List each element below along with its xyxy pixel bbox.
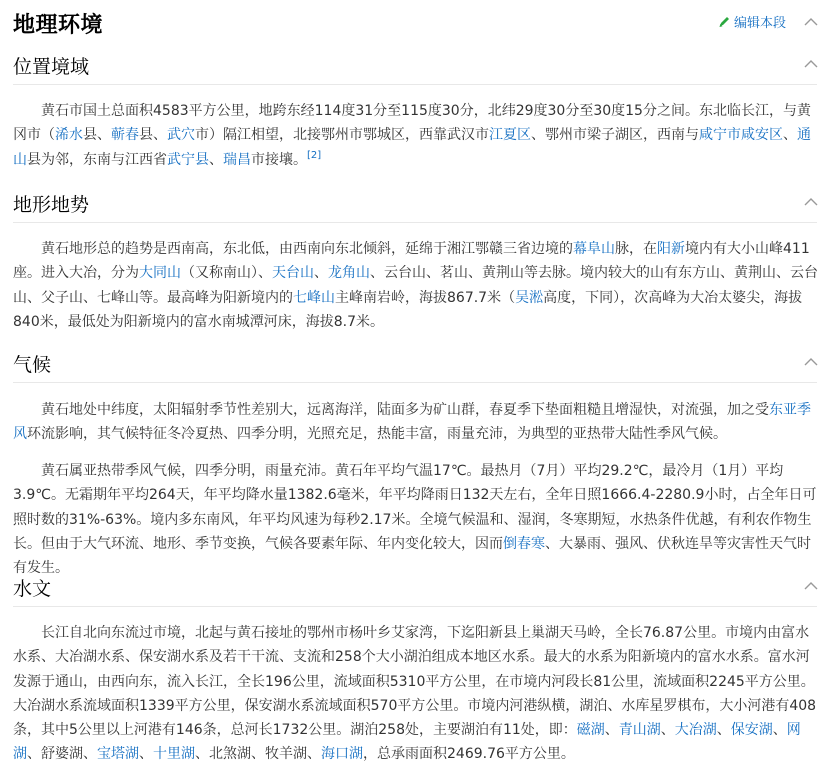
inline-link[interactable]: 幕阜山 bbox=[573, 241, 615, 257]
inline-link[interactable]: 武穴 bbox=[167, 127, 195, 144]
text-run: 境内有大小山峰411座。进入大冶，分为 bbox=[13, 241, 810, 282]
text-run: 、 bbox=[604, 722, 619, 739]
text-run: 黄石地处中纬度，太阳辐射季节性差别大，远离海洋，陆面多为矿山群，春夏季下垫面粗糙且增湿快，对流强，加之受 bbox=[41, 402, 769, 418]
edit-section-link[interactable] bbox=[718, 12, 786, 31]
collapse-section-icon[interactable] bbox=[803, 580, 819, 592]
text-run: 、北煞湖、牧羊湖、 bbox=[195, 746, 321, 763]
paragraph bbox=[13, 398, 818, 447]
inline-link[interactable]: 倒春寒 bbox=[503, 535, 545, 552]
section-title-climate: 气候 bbox=[13, 354, 52, 376]
text-run: 、大暴雨、强风、伏秋连旱等灾害性天气时有发生。 bbox=[13, 535, 811, 577]
collapse-page-icon[interactable] bbox=[803, 16, 819, 28]
text-run: 黄石地形总的趋势是西南高，东北低，由西南向东北倾斜，延绵于湘江鄂赣三省边境的 bbox=[41, 241, 573, 257]
text-run: 、鄂州市梁子湖区，西南与 bbox=[531, 127, 699, 144]
paragraph bbox=[13, 237, 818, 334]
inline-link[interactable]: 海口湖 bbox=[321, 746, 363, 763]
text-run: 、 bbox=[772, 722, 787, 739]
inline-link[interactable]: 大同山 bbox=[139, 265, 181, 282]
text-run: 、 bbox=[209, 151, 223, 168]
inline-link[interactable]: 江夏区 bbox=[489, 127, 531, 144]
collapse-section-icon[interactable] bbox=[803, 196, 819, 208]
text-run: 、 bbox=[716, 722, 731, 739]
section-divider bbox=[13, 382, 817, 383]
text-run: 、 bbox=[139, 746, 153, 763]
inline-link[interactable]: 大冶湖 bbox=[674, 722, 717, 739]
section-divider bbox=[13, 84, 817, 85]
section-title-terrain: 地形地势 bbox=[13, 194, 90, 216]
text-run: 县为邻，东南与江西省 bbox=[27, 151, 167, 168]
inline-link[interactable]: 龙角山 bbox=[328, 265, 370, 282]
text-run: 、舒婆湖、 bbox=[27, 746, 97, 763]
section-divider bbox=[13, 606, 817, 607]
text-run: 高度，下同），次高峰为大冶太婆尖，海拔840米，最低处为阳新境内的富水南城潭河床，海拔8.7米。 bbox=[13, 289, 803, 330]
section-divider bbox=[13, 222, 817, 223]
text-run: 县、 bbox=[83, 127, 111, 144]
inline-link[interactable]: 浠水 bbox=[55, 127, 83, 144]
inline-link[interactable]: 磁湖 bbox=[576, 722, 605, 739]
paragraph bbox=[13, 99, 818, 172]
text-run: 长江自北向东流过市境，北起与黄石接址的鄂州市杨叶乡艾家湾，下迄阳新县上巢湖天马岭，全长76.87公里。市境内由富水水系、大冶湖水系、保安湖水系及若干干流、支流和258个大小湖泊组成本地区水系。最大的水系为阳新境内的富水水系。富水河发源于通山，由西向东，流入长江，全长196公里，流域面积5310平方公里，在市境内河段长81公里，流域面积2245平方公里。大冶湖水系流域面积1339平方公里，保安湖水系流域面积570平方公里。市境内河港纵横，湖泊、水库星罗棋布，大小河港有408条，其中5公里以上河港有146条，总河长1732公里。湖泊258处，主要湖泊有11处，即： bbox=[13, 625, 817, 739]
text-run: 、 bbox=[660, 722, 675, 739]
text-run: 黄石属亚热带季风气候，四季分明，雨量充沛。黄石年平均气温17℃。最热月（7月）平均29.2℃，最冷月（1月）平均3.9℃。无霜期年平均264天，年平均降水量1382.6毫米，年平均降雨日132天左右，全年日照1666.4-2280.9小时，占全年日可照时数的31%-63%。境内多东南风，年平均风速为每秒2.17米。全境气候温和、湿润，冬寒期短，水热条件优越，有利农作物生长。但由于大气环流、地形、季节变换，气候各要素年际、年内变化较大，因而 bbox=[13, 463, 817, 552]
text-run: 、 bbox=[314, 265, 328, 282]
text-run: 市接壤。 bbox=[251, 151, 307, 168]
inline-link[interactable]: 吴淞 bbox=[515, 289, 544, 306]
inline-link[interactable]: 通山 bbox=[13, 127, 811, 168]
paragraph bbox=[13, 459, 818, 580]
inline-link[interactable]: 保安湖 bbox=[730, 722, 773, 739]
inline-link[interactable]: 青山湖 bbox=[618, 722, 661, 739]
inline-link[interactable]: 七峰山 bbox=[293, 289, 335, 306]
text-run: 县、 bbox=[139, 127, 167, 144]
pencil-icon bbox=[718, 15, 731, 28]
text-run: 、 bbox=[783, 127, 797, 144]
text-run: 、云台山、茗山、黄荆山等去脉。境内较大的山有东方山、黄荆山、云台山、父子山、七峰山等。最高峰为阳新境内的 bbox=[13, 265, 818, 306]
inline-link[interactable]: 宝塔湖 bbox=[97, 746, 139, 763]
section-title-location: 位置境域 bbox=[13, 56, 90, 78]
inline-link[interactable]: 瑞昌 bbox=[223, 151, 251, 168]
collapse-section-icon[interactable] bbox=[803, 356, 819, 368]
text-run: 主峰南岩岭，海拔867.7米（ bbox=[335, 289, 516, 306]
inline-link[interactable]: 天台山 bbox=[272, 265, 314, 282]
inline-link[interactable]: 咸宁市咸安区 bbox=[699, 127, 783, 144]
inline-link[interactable]: 十里湖 bbox=[153, 746, 195, 763]
text-run: ，总承雨面积2469.76平方公里。 bbox=[363, 746, 575, 763]
text-run: 环流影响，其气候特征冬冷夏热、四季分明，光照充足，热能丰富，雨量充沛，为典型的亚热带大陆性季风气候。 bbox=[27, 426, 727, 443]
inline-link[interactable]: 网湖 bbox=[13, 722, 801, 763]
edit-section-label: 编辑本段 bbox=[733, 16, 786, 31]
text-run: 市）隔江相望，北接鄂州市鄂城区，西靠武汉市 bbox=[195, 127, 489, 144]
inline-link[interactable]: 蕲春 bbox=[111, 127, 139, 144]
text-run: 脉，在 bbox=[615, 241, 657, 257]
text-run: （又称南山）、 bbox=[181, 265, 272, 282]
citation-ref[interactable]: [2] bbox=[307, 149, 322, 161]
paragraph bbox=[13, 621, 818, 767]
inline-link[interactable]: 武宁县 bbox=[167, 151, 209, 168]
text-run: 黄石市国土总面积4583平方公里，地跨东经114度31分至115度30分，北纬29度30分至30度15分之间。东北临长江，与黄冈市（ bbox=[13, 103, 811, 144]
inline-link[interactable]: 东亚季风 bbox=[13, 402, 811, 443]
inline-link[interactable]: 阳新 bbox=[657, 241, 685, 257]
page-title: 地理环境 bbox=[13, 13, 104, 38]
collapse-section-icon[interactable] bbox=[803, 58, 819, 70]
section-title-hydrology: 水文 bbox=[13, 578, 52, 600]
